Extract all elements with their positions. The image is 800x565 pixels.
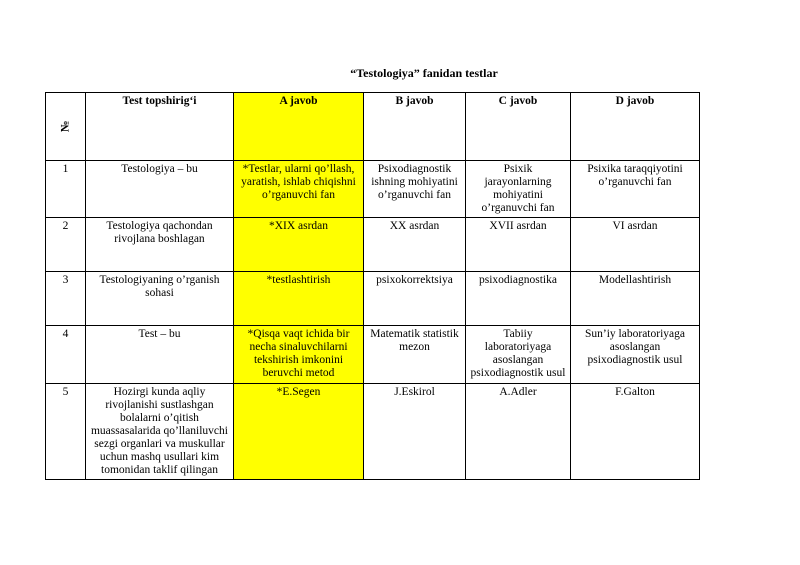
answer-d-cell: Sun’iy laboratoriyaga asoslangan psixodiagnostik usul xyxy=(571,326,700,384)
table-header-row xyxy=(46,93,700,161)
row-number: 4 xyxy=(46,326,86,384)
answer-c-cell: A.Adler xyxy=(466,384,571,480)
answer-c-cell: psixodiagnostika xyxy=(466,272,571,326)
header-answer-c: C javob xyxy=(466,93,571,161)
answer-b-cell: Matematik statistik mezon xyxy=(364,326,466,384)
answer-b-cell: Psixodiagnostik ishning mohiyatini o’rganuvchi fan xyxy=(364,161,466,218)
answer-d-cell: Modellashtirish xyxy=(571,272,700,326)
table-row xyxy=(46,272,700,326)
answer-d-cell: Psixika taraqqiyotini o’rganuvchi fan xyxy=(571,161,700,218)
answer-c-cell: XVII asrdan xyxy=(466,218,571,272)
answer-a-cell: *E.Segen xyxy=(234,384,364,480)
question-cell: Hozirgi kunda aqliy rivojlanishi sustlashgan bolalarni o’qitish muassasalarida qo’llaniluvchi sezgi organlari va muskullar uchun mashq usullari kim tomonidan taklif qilingan xyxy=(86,384,234,480)
header-answer-d: D javob xyxy=(571,93,700,161)
table-row xyxy=(46,384,700,480)
row-number: 3 xyxy=(46,272,86,326)
row-number: 1 xyxy=(46,161,86,218)
row-number: 5 xyxy=(46,384,86,480)
tests-table xyxy=(45,92,700,480)
header-number: № xyxy=(46,93,86,161)
header-question: Test topshirig‘i xyxy=(86,93,234,161)
answer-b-cell: XX asrdan xyxy=(364,218,466,272)
answer-c-cell: Tabiiy laboratoriyaga asoslangan psixodiagnostik usul xyxy=(466,326,571,384)
answer-a-cell: *Qisqa vaqt ichida bir necha sinaluvchilarni tekshirish imkonini beruvchi metod xyxy=(234,326,364,384)
table-row xyxy=(46,218,700,272)
page-title: “Testologiya” fanidan testlar xyxy=(350,66,498,80)
answer-d-cell: VI asrdan xyxy=(571,218,700,272)
table-row xyxy=(46,161,700,218)
answer-a-cell: *Testlar, ularni qo’llash, yaratish, ishlab chiqishni o’rganuvchi fan xyxy=(234,161,364,218)
answer-b-cell: J.Eskirol xyxy=(364,384,466,480)
answer-b-cell: psixokorrektsiya xyxy=(364,272,466,326)
question-cell: Testologiya – bu xyxy=(86,161,234,218)
answer-a-cell: *XIX asrdan xyxy=(234,218,364,272)
answer-d-cell: F.Galton xyxy=(571,384,700,480)
answer-c-cell: Psixik jarayonlarning mohiyatini o’rganuvchi fan xyxy=(466,161,571,218)
question-cell: Test – bu xyxy=(86,326,234,384)
answer-a-cell: *testlashtirish xyxy=(234,272,364,326)
row-number: 2 xyxy=(46,218,86,272)
header-answer-b: B javob xyxy=(364,93,466,161)
question-cell: Testologiya qachondan rivojlana boshlagan xyxy=(86,218,234,272)
table-row xyxy=(46,326,700,384)
question-cell: Testologiyaning o’rganish sohasi xyxy=(86,272,234,326)
header-answer-a: A javob xyxy=(234,93,364,161)
